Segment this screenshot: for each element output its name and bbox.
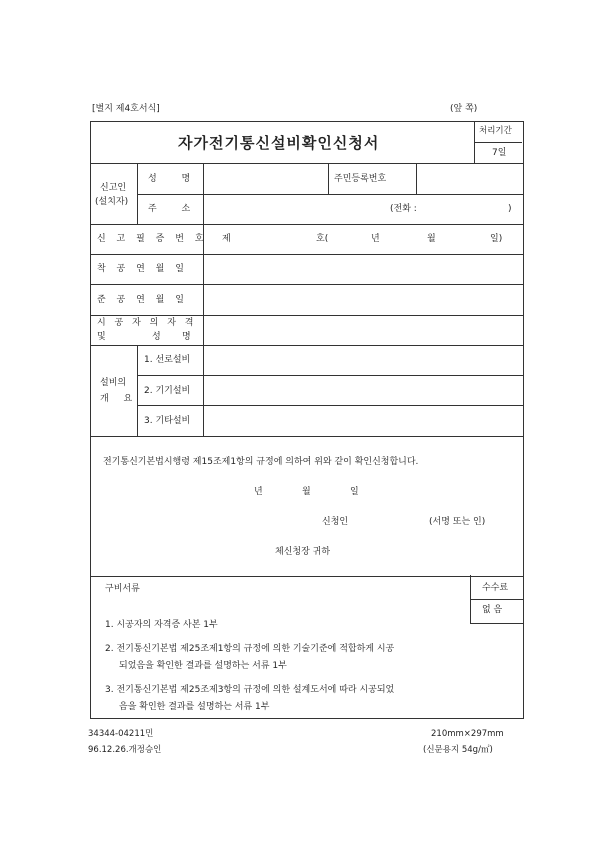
document-item-2: 2. 전기통신기본법 제25조제1항의 규정에 의한 기술기준에 적합하게 시공 bbox=[105, 644, 395, 654]
paper-type: (신문용지 54g/㎡) bbox=[423, 745, 493, 755]
contractor-label-seong: 성 bbox=[152, 332, 161, 342]
name-field[interactable] bbox=[206, 166, 325, 191]
completion-date-field[interactable] bbox=[206, 288, 519, 312]
processing-period-label: 처리기간 bbox=[479, 126, 512, 136]
cert-month: 월 bbox=[427, 234, 436, 244]
completion-date-label: 준 공 연 월 일 bbox=[97, 295, 188, 305]
fee-label: 수수료 bbox=[482, 583, 509, 593]
applicant-group-label: 신고인 bbox=[100, 183, 127, 193]
contractor-label-line1: 시 공 자 의 자 격 bbox=[97, 318, 197, 328]
facility-line-field[interactable] bbox=[206, 348, 519, 372]
processing-period-value: 7일 bbox=[492, 148, 507, 158]
paper-size: 210mm×297mm bbox=[431, 729, 504, 739]
rrn-label: 주민등록번호 bbox=[334, 174, 387, 184]
start-date-label: 착 공 연 월 일 bbox=[97, 264, 188, 274]
applicant-sign-field[interactable] bbox=[356, 513, 424, 529]
facility-item-line: 1. 선로설비 bbox=[144, 355, 191, 365]
cert-ho: 호( bbox=[316, 234, 329, 244]
declaration-year: 년 bbox=[254, 487, 263, 497]
facility-equipment-field[interactable] bbox=[206, 378, 519, 402]
facility-item-other: 3. 기타설비 bbox=[144, 416, 191, 426]
cert-number-label: 신 고 필 증 번 호 bbox=[97, 234, 208, 244]
rrn-field[interactable] bbox=[419, 166, 519, 191]
document-item-3: 3. 전기통신기본법 제25조제3항의 규정에 의한 설계도서에 따라 시공되었 bbox=[105, 685, 395, 695]
phone-label: (전화 : bbox=[390, 204, 417, 214]
recipient: 체신청장 귀하 bbox=[275, 547, 331, 557]
declaration-text: 전기통신기본법시행령 제15조제1항의 규정에 의하여 위와 같이 확인신청합니다. bbox=[103, 457, 419, 467]
page-side-label: (앞 쪽) bbox=[450, 104, 478, 114]
contractor-field[interactable] bbox=[206, 318, 519, 342]
facility-item-equipment: 2. 기기설비 bbox=[144, 386, 191, 396]
cert-je: 제 bbox=[222, 234, 231, 244]
document-item-3-cont: 음을 확인한 결과를 설명하는 서류 1부 bbox=[119, 702, 270, 712]
documents-label: 구비서류 bbox=[105, 584, 140, 594]
document-item-1: 1. 시공자의 자격증 사본 1부 bbox=[105, 620, 218, 630]
name-label: 성 명 bbox=[148, 174, 191, 184]
cert-day: 일) bbox=[490, 234, 503, 244]
signature-hint: (서명 또는 인) bbox=[429, 517, 486, 527]
declaration-month: 월 bbox=[302, 487, 311, 497]
declaration-day: 일 bbox=[350, 487, 359, 497]
cert-year: 년 bbox=[371, 234, 380, 244]
contractor-label-and: 및 bbox=[97, 332, 106, 342]
facility-group-label: 설비의 bbox=[100, 378, 127, 388]
facility-other-field[interactable] bbox=[206, 408, 519, 433]
form-title: 자가전기통신설비확인신청서 bbox=[178, 134, 380, 152]
start-date-field[interactable] bbox=[206, 257, 519, 281]
approval-note: 96.12.26.개정승인 bbox=[88, 745, 162, 755]
document-item-2-cont: 되었음을 확인한 결과를 설명하는 서류 1부 bbox=[119, 661, 287, 671]
address-label: 주 소 bbox=[148, 204, 191, 214]
phone-field[interactable] bbox=[424, 200, 504, 218]
contractor-label-myeong: 명 bbox=[182, 332, 191, 342]
address-field[interactable] bbox=[206, 197, 386, 221]
applicant-sign-label: 신청인 bbox=[322, 517, 349, 527]
phone-close: ) bbox=[508, 204, 512, 214]
form-number: [별지 제4호서식] bbox=[92, 104, 160, 114]
applicant-group-sublabel: (설치자) bbox=[95, 197, 129, 207]
facility-group-sublabel: 개 요 bbox=[100, 394, 139, 404]
fee-value: 없 음 bbox=[482, 605, 503, 615]
form-code: 34344-04211민 bbox=[88, 729, 154, 739]
